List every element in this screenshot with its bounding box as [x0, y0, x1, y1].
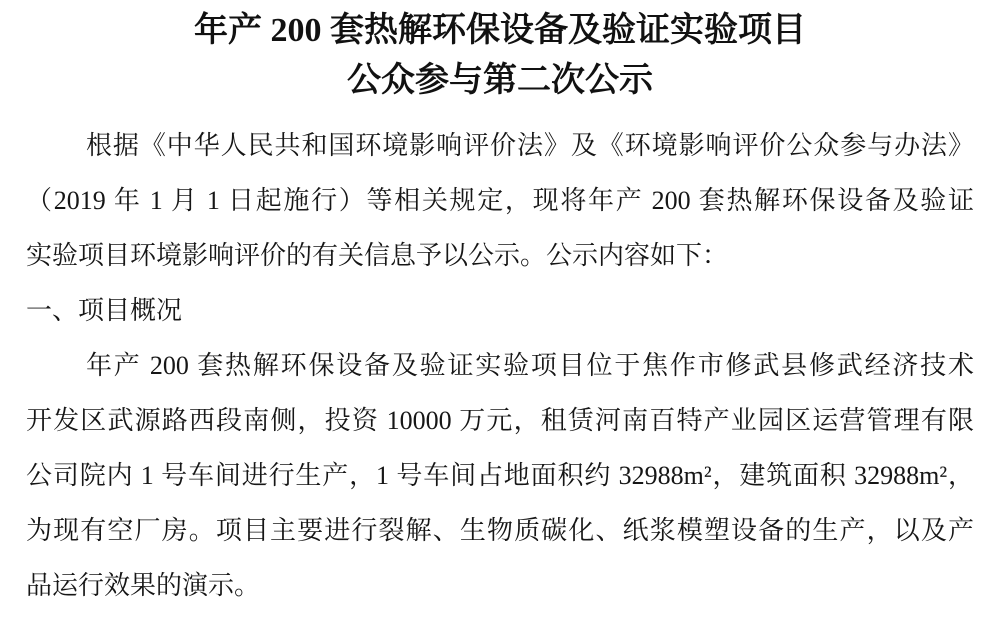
paragraph2-line5: 品运行效果的演示。: [26, 571, 261, 600]
paragraph2-line2: 开发区武源路西段南侧，投资 10000 万元，租赁河南百特产业园区运营管理有限: [26, 406, 974, 435]
title-line-2: 公众参与第二次公示: [347, 62, 653, 99]
paragraph2-line3: 公司院内 1 号车间进行生产，1 号车间占地面积约 32988m²，建筑面积 32988m²，: [26, 461, 974, 490]
title-line-1: 年产 200 套热解环保设备及验证实验项目: [194, 12, 806, 49]
paragraph1-line3: 实验项目环境影响评价的有关信息予以公示。公示内容如下：: [26, 241, 729, 270]
paragraph2-line1: 年产 200 套热解环保设备及验证实验项目位于焦作市修武县修武经济技术: [86, 351, 974, 380]
paragraph1-line2: （2019 年 1 月 1 日起施行）等相关规定，现将年产 200 套热解环保设备及验证: [26, 186, 974, 215]
paragraph2-line4: 为现有空厂房。项目主要进行裂解、生物质碳化、纸浆模塑设备的生产，以及产: [26, 516, 974, 545]
section-heading: 一、项目概况: [26, 296, 183, 325]
paragraph1-line1: 根据《中华人民共和国环境影响评价法》及《环境影响评价公众参与办法》: [86, 131, 974, 160]
document-title: [26, 6, 974, 106]
document-body: [26, 118, 974, 613]
